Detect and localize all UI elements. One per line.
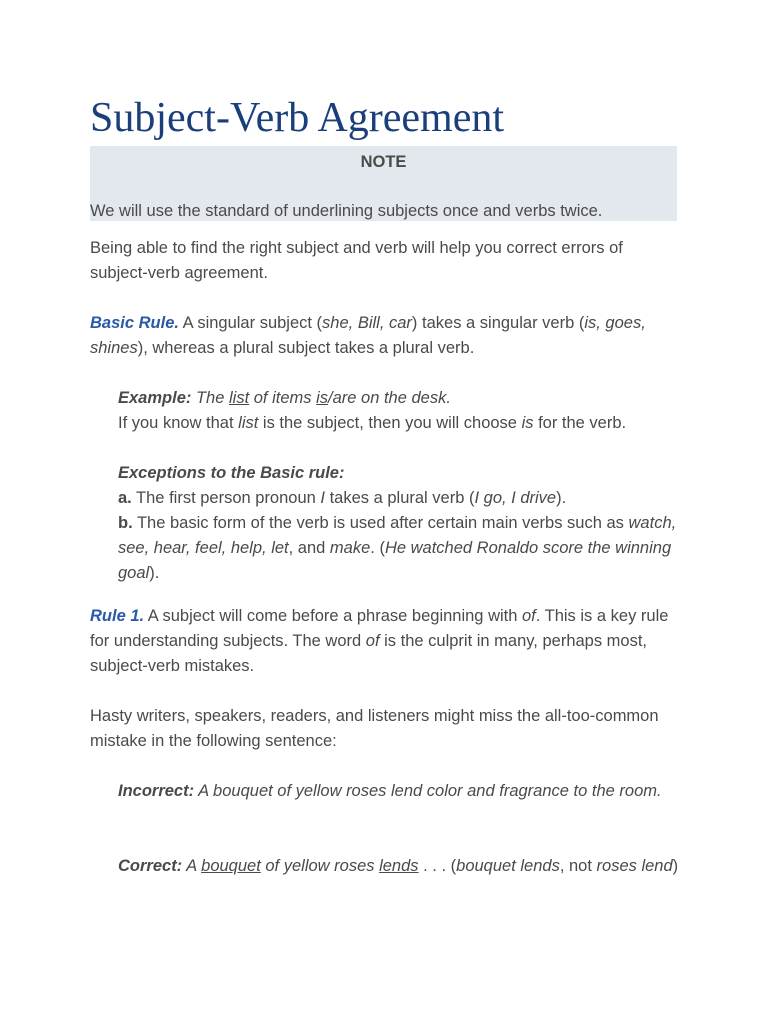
exceptions-heading: Exceptions to the Basic rule: bbox=[118, 464, 345, 482]
page-title: Subject-Verb Agreement bbox=[90, 95, 505, 141]
example-explanation: If you know that bbox=[118, 414, 239, 432]
basic-rule-label: Basic Rule. bbox=[90, 314, 179, 332]
exception-b-text: He watched Ronaldo score the winning goal bbox=[118, 539, 672, 582]
example-block bbox=[118, 386, 680, 436]
example-label: Example: bbox=[118, 389, 192, 407]
example-text: The bbox=[191, 389, 229, 407]
correct-text: of yellow roses bbox=[260, 857, 380, 875]
exception-b-text: The basic form of the verb is used after certain main verbs such as bbox=[132, 514, 629, 532]
exceptions-block bbox=[118, 461, 680, 586]
exception-a-text: I bbox=[320, 489, 325, 507]
incorrect-label: Incorrect: bbox=[118, 782, 195, 800]
correct-text: A bbox=[182, 857, 202, 875]
exception-b-text: watch, see, hear, feel, help, let bbox=[118, 514, 677, 557]
incorrect-example bbox=[118, 779, 680, 804]
intro-paragraph: Being able to find the right subject and verb will help you correct errors of subject-verb agreement. bbox=[90, 239, 623, 282]
correct-text: bouquet lends bbox=[456, 857, 560, 875]
example-explanation: list bbox=[238, 414, 259, 432]
rule1-text: of bbox=[365, 632, 380, 650]
rule1-text: . This is a key rule for understanding subjects. The word bbox=[90, 607, 669, 650]
exception-b-text: make bbox=[329, 539, 371, 557]
basic-rule-text: A singular subject ( bbox=[178, 314, 323, 332]
exception-a-text: The first person pronoun bbox=[131, 489, 321, 507]
hasty-paragraph: Hasty writers, speakers, readers, and listeners might miss the all-too-common mistake in the following sentence: bbox=[90, 707, 659, 750]
correct-example bbox=[118, 854, 680, 879]
rule1-text: A subject will come before a phrase beginning with bbox=[144, 607, 522, 625]
basic-rule-text: ) takes a singular verb ( bbox=[411, 314, 585, 332]
example-explanation: for the verb. bbox=[533, 414, 627, 432]
rule1-paragraph bbox=[90, 604, 680, 679]
exception-a-text: I go, I drive bbox=[474, 489, 557, 507]
exception-a-text: takes a plural verb ( bbox=[325, 489, 475, 507]
correct-text: . . . ( bbox=[418, 857, 457, 875]
exception-b-label: b. bbox=[118, 514, 133, 532]
correct-text: ) bbox=[672, 857, 679, 875]
note-body: We will use the standard of underlining subjects once and verbs twice. bbox=[90, 202, 603, 220]
correct-text: , not bbox=[559, 857, 597, 875]
exception-b-text: ). bbox=[149, 564, 160, 582]
exception-b-text: . ( bbox=[370, 539, 385, 557]
incorrect-text: A bouquet of yellow roses lend color and fragrance to the room. bbox=[194, 782, 662, 800]
rule1-text: of bbox=[522, 607, 536, 625]
exception-b-text: , and bbox=[288, 539, 330, 557]
subject-underline: list bbox=[228, 389, 250, 407]
example-text: /are on the desk. bbox=[328, 389, 451, 407]
basic-rule-examples: is, goes, shines bbox=[90, 314, 646, 357]
example-explanation: is bbox=[521, 414, 534, 432]
rule1-label: Rule 1. bbox=[90, 607, 145, 625]
note-box bbox=[90, 146, 677, 221]
basic-rule-paragraph bbox=[90, 311, 680, 361]
subject-underline: bouquet bbox=[201, 857, 261, 875]
exception-a-label: a. bbox=[118, 489, 132, 507]
rule1-text: is the culprit in many, perhaps most, subject-verb mistakes. bbox=[90, 632, 648, 675]
verb-underline: is bbox=[316, 389, 329, 407]
example-explanation: is the subject, then you will choose bbox=[258, 414, 522, 432]
note-heading: NOTE bbox=[360, 153, 407, 171]
example-text: of items bbox=[249, 389, 317, 407]
basic-rule-examples: she, Bill, car bbox=[322, 314, 412, 332]
correct-text: roses lend bbox=[596, 857, 673, 875]
verb-underline: lends bbox=[379, 857, 419, 875]
exception-a-text: ). bbox=[556, 489, 567, 507]
correct-label: Correct: bbox=[118, 857, 183, 875]
basic-rule-text: ), whereas a plural subject takes a plural verb. bbox=[137, 339, 475, 357]
